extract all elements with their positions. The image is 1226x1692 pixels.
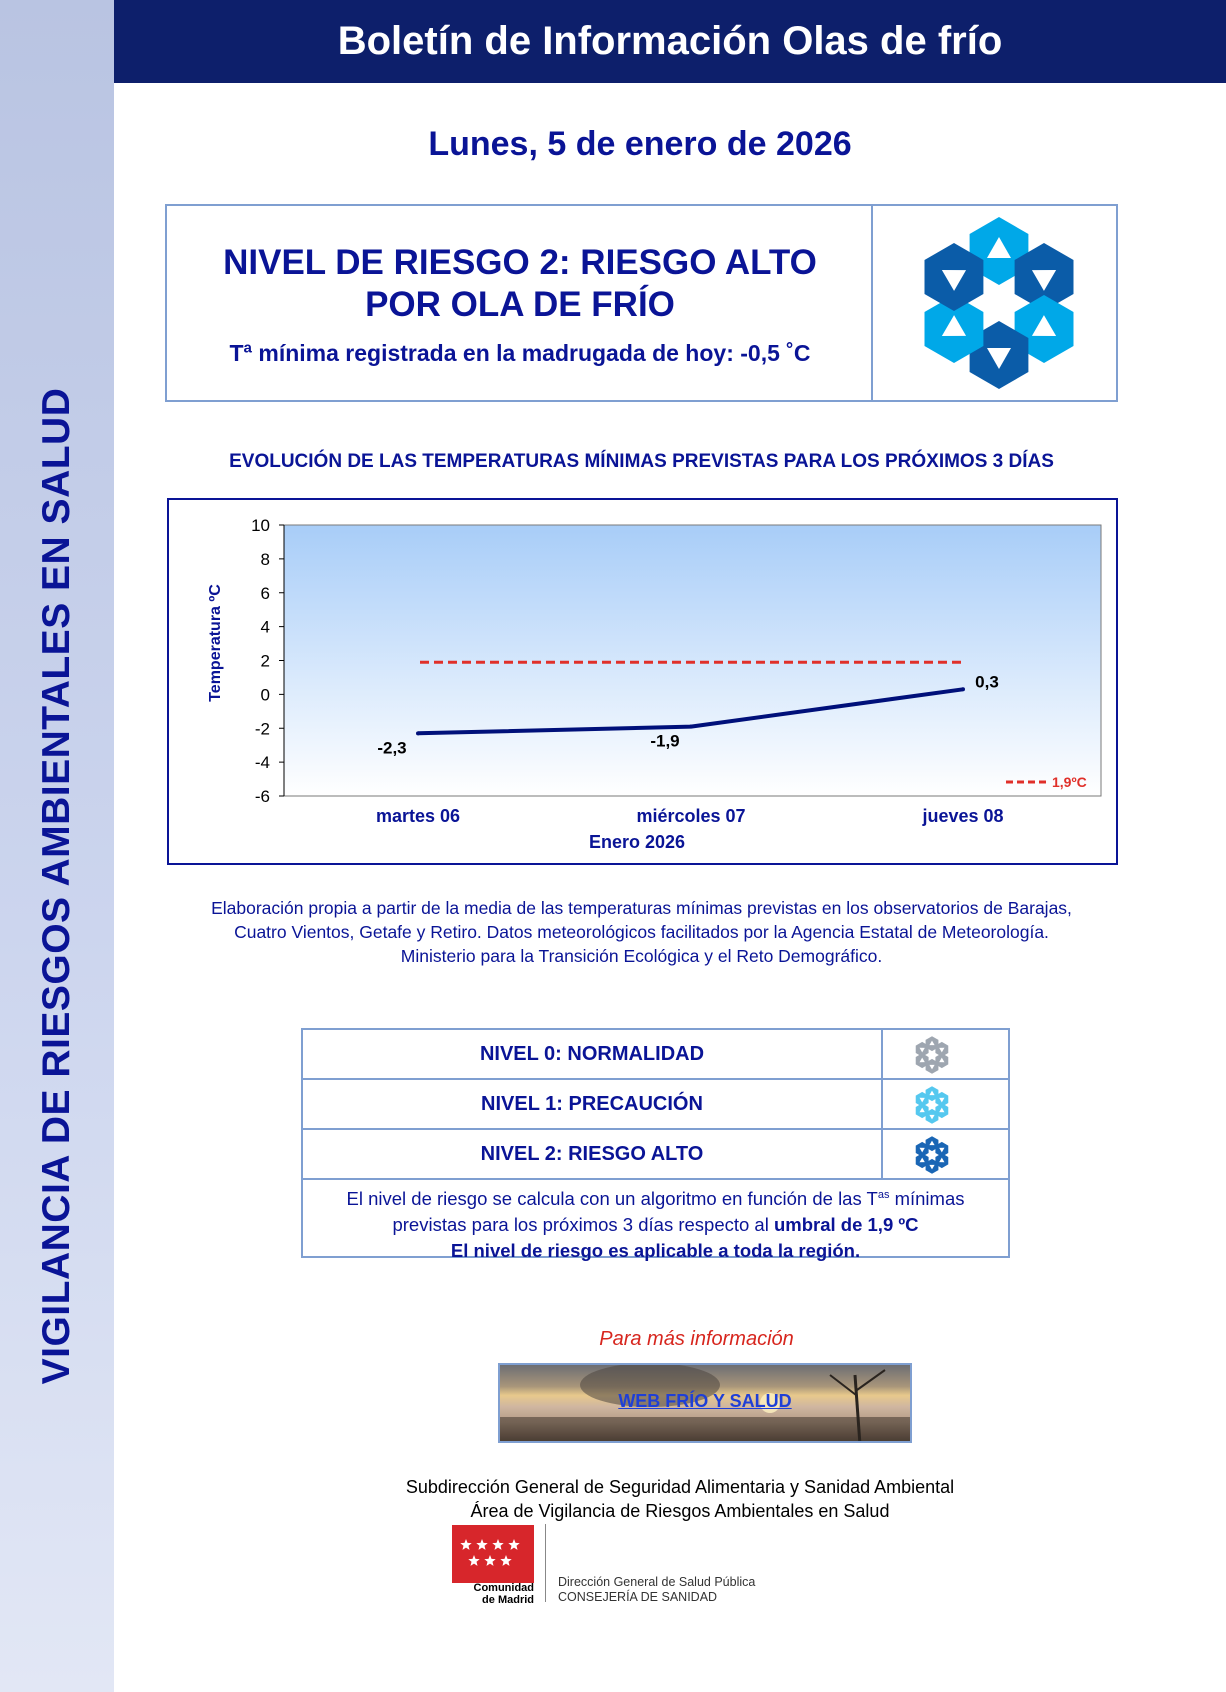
y-tick-label: 8 xyxy=(260,549,270,569)
x-tick-label: miércoles 07 xyxy=(636,806,746,826)
logo-dir-line1: Dirección General de Salud Pública xyxy=(558,1575,756,1589)
legend-threshold-label: 1,9ºC xyxy=(1052,774,1087,790)
x-tick-label: martes 06 xyxy=(375,806,461,826)
logo-name-line2: de Madrid xyxy=(482,1594,534,1606)
page-title: Boletín de Información Olas de frío xyxy=(337,19,1003,63)
header-bar xyxy=(114,0,1226,83)
risk-level-title xyxy=(185,242,855,326)
min-temp-text: Tª mínima registrada en la madrugada de hoy: -0,5 ˚C xyxy=(229,340,811,366)
note-part2: mínimas xyxy=(889,1188,965,1210)
risk-level-box xyxy=(165,204,1118,402)
levels-note-line2 xyxy=(303,1212,1008,1238)
logo-directorate xyxy=(558,1575,755,1605)
logo-name xyxy=(440,1582,534,1606)
footer-text xyxy=(300,1475,1060,1523)
snowflake-blue-icon xyxy=(913,1136,951,1174)
x-tick-label: jueves 08 xyxy=(922,806,1004,826)
level-label-2: NIVEL 2: RIESGO ALTO xyxy=(303,1130,883,1178)
risk-title-line2: POR OLA DE FRÍO xyxy=(365,285,675,324)
bulletin-date: Lunes, 5 de enero de 2026 xyxy=(428,125,852,163)
note-threshold: umbral de 1,9 ºC xyxy=(773,1214,919,1236)
data-point xyxy=(689,725,693,729)
level-row-2 xyxy=(303,1130,1008,1180)
level-row-0 xyxy=(303,1030,1008,1080)
y-tick-label: 4 xyxy=(260,617,270,637)
data-label: -1,9 xyxy=(650,731,680,751)
flag-star-icon xyxy=(500,1555,511,1566)
comunidad-madrid-flag-logo xyxy=(452,1525,534,1583)
y-tick-label: -6 xyxy=(254,787,270,806)
source-note xyxy=(165,896,1118,968)
sidebar-title: VIGILANCIA DE RIESGOS AMBIENTALES EN SALUD xyxy=(35,387,78,1385)
snowflake-icon xyxy=(912,216,1086,390)
data-label: 0,3 xyxy=(975,672,999,692)
data-point xyxy=(416,731,420,735)
risk-title-line1: NIVEL DE RIESGO 2: RIESGO ALTO xyxy=(223,243,817,282)
y-tick-label: 6 xyxy=(260,583,270,603)
flag-star-icon xyxy=(492,1539,503,1550)
data-label: -2,3 xyxy=(377,738,407,758)
note-sup: as xyxy=(877,1189,890,1201)
levels-table xyxy=(301,1028,1010,1262)
flag-star-icon xyxy=(484,1555,495,1566)
flag-star-icon xyxy=(508,1539,519,1550)
flag-star-icon xyxy=(460,1539,471,1550)
level-label-0: NIVEL 0: NORMALIDAD xyxy=(303,1030,883,1078)
note-part3: previstas para los próximos 3 días respecto al xyxy=(392,1214,774,1236)
y-tick-label: 2 xyxy=(260,651,270,671)
source-line3: Ministerio para la Transición Ecológica y el Reto Demográfico. xyxy=(400,946,883,966)
level-label-1: NIVEL 1: PRECAUCIÓN xyxy=(303,1080,883,1128)
source-line1: Elaboración propia a partir de la media de las temperaturas mínimas previstas en los observatorios de Barajas, xyxy=(211,898,1072,918)
levels-note xyxy=(303,1182,1008,1264)
note-part1: El nivel de riesgo se calcula con un algoritmo en función de las T xyxy=(346,1188,878,1210)
y-tick-label: -2 xyxy=(254,719,270,739)
snowflake-gray-icon xyxy=(913,1036,951,1074)
snowflake-light-blue-icon xyxy=(913,1086,951,1124)
y-axis-label: Temperatura ºC xyxy=(207,584,224,702)
levels-note-line3: El nivel de riesgo es aplicable a toda la región. xyxy=(450,1240,861,1262)
data-point xyxy=(961,687,965,691)
footer-line2: Área de Vigilancia de Riesgos Ambientales en Salud xyxy=(470,1501,890,1521)
logo-separator xyxy=(545,1524,546,1602)
more-info-label: Para más información xyxy=(599,1328,794,1350)
web-banner[interactable] xyxy=(498,1363,912,1443)
flag-star-icon xyxy=(468,1555,479,1566)
logo-name-line1: Comunidad xyxy=(473,1582,534,1594)
sidebar xyxy=(0,0,114,1692)
flag-star-icon xyxy=(476,1539,487,1550)
footer-line1: Subdirección General de Seguridad Alimentaria y Sanidad Ambiental xyxy=(405,1477,955,1497)
risk-divider xyxy=(871,206,873,400)
y-tick-label: -4 xyxy=(254,753,270,773)
levels-note-line1 xyxy=(303,1182,1008,1212)
source-line2: Cuatro Vientos, Getafe y Retiro. Datos meteorológicos facilitados por la Agencia Estatal de Meteorología. xyxy=(234,922,1049,942)
temperature-chart xyxy=(167,498,1118,865)
y-tick-label: 10 xyxy=(251,516,270,535)
x-axis-label: Enero 2026 xyxy=(588,832,686,852)
logo-dir-line2: CONSEJERÍA DE SANIDAD xyxy=(558,1590,718,1604)
level-row-1 xyxy=(303,1080,1008,1130)
web-frio-salud-link[interactable]: WEB FRÍO Y SALUD xyxy=(618,1391,792,1411)
chart-heading: EVOLUCIÓN DE LAS TEMPERATURAS MÍNIMAS PREVISTAS PARA LOS PRÓXIMOS 3 DÍAS xyxy=(229,451,1054,472)
y-tick-label: 0 xyxy=(260,685,270,705)
